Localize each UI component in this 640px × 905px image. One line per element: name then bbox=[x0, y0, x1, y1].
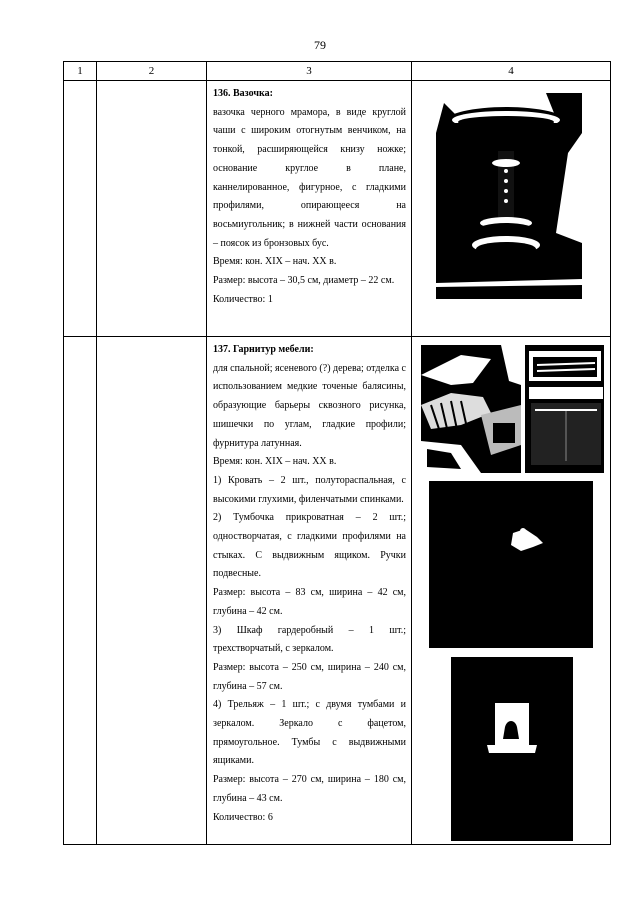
item-part-wardrobe: 3) Шкаф гардеробный – 1 шт.; трехстворчатый, с зеркалом. bbox=[213, 624, 406, 655]
column-header-4: 4 bbox=[412, 62, 611, 81]
item-part-nightstand: 2) Тумбочка прикроватная – 2 шт.; одностворчатая, с гладкими профилями на стыках. С выдвижным ящиком. Ручки подвесные. bbox=[213, 512, 406, 580]
item-description: для спальной; ясеневого (?) дерева; отделка с использованием медкие точеные балясины, образующие барьеры сквозного рисунка, шишечки по углам, гладкие профили; фурнитура латунная. bbox=[213, 362, 406, 449]
cell-photo bbox=[412, 81, 611, 337]
item-part-bed: 1) Кровать – 2 шт., полутораспальная, с высокими глухими, филенчатыми спинками. bbox=[213, 474, 406, 505]
item-size: Размер: высота – 30,5 см, диаметр – 22 см. bbox=[213, 275, 395, 287]
page-number: 79 bbox=[314, 38, 326, 52]
item-size: Размер: высота – 83 см, ширина – 42 см, глубина – 42 см. bbox=[213, 587, 406, 617]
cell-description bbox=[207, 81, 412, 337]
item-title: 137. Гарнитур мебели: bbox=[213, 344, 314, 355]
column-header-2: 2 bbox=[97, 62, 207, 81]
cell-inventory bbox=[97, 337, 207, 845]
item-quantity: Количество: 6 bbox=[213, 811, 273, 823]
cell-number bbox=[64, 81, 97, 337]
item-size: Размер: высота – 250 см, ширина – 240 см, глубина – 57 см. bbox=[213, 661, 406, 692]
cell-photo bbox=[412, 337, 611, 845]
item-quantity: Количество: 1 bbox=[213, 293, 273, 305]
wardrobe-photo bbox=[429, 481, 593, 648]
vanity-photo bbox=[451, 657, 573, 841]
column-header-3: 3 bbox=[207, 62, 412, 81]
vase-photo bbox=[436, 93, 582, 299]
item-part-vanity: 4) Трельяж – 1 шт.; с двумя тумбами и зеркалом. Зеркало с фацетом, прямоугольное. Тумбы с выдвижными ящиками. bbox=[213, 699, 406, 767]
chest-photo bbox=[525, 345, 604, 473]
column-header-1: 1 bbox=[64, 62, 97, 81]
cell-description bbox=[207, 337, 412, 845]
cell-number bbox=[64, 337, 97, 845]
item-date: Время: кон. XIX – нач. XX в. bbox=[213, 456, 337, 468]
bed-photo bbox=[421, 345, 521, 473]
cell-inventory bbox=[97, 81, 207, 337]
table-row bbox=[64, 81, 611, 337]
item-date: Время: кон. XIX – нач. XX в. bbox=[213, 256, 337, 268]
item-title: 136. Вазочка: bbox=[213, 88, 273, 99]
table-row bbox=[64, 337, 611, 845]
header-row bbox=[64, 62, 611, 81]
item-size: Размер: высота – 270 см, ширина – 180 см, глубина – 43 см. bbox=[213, 774, 406, 804]
catalog-table bbox=[63, 61, 611, 845]
item-description: вазочка черного мрамора, в виде круглой чаши с широким отогнутым венчиком, на тонкой, расширяющейся книзу ножке; основание круглое в плане, каннелированное, фигурное, с гладкими профилями, опирающееся на восьмиугольник; в нижней части основания – поясок из бронзовых бус. bbox=[213, 106, 406, 249]
